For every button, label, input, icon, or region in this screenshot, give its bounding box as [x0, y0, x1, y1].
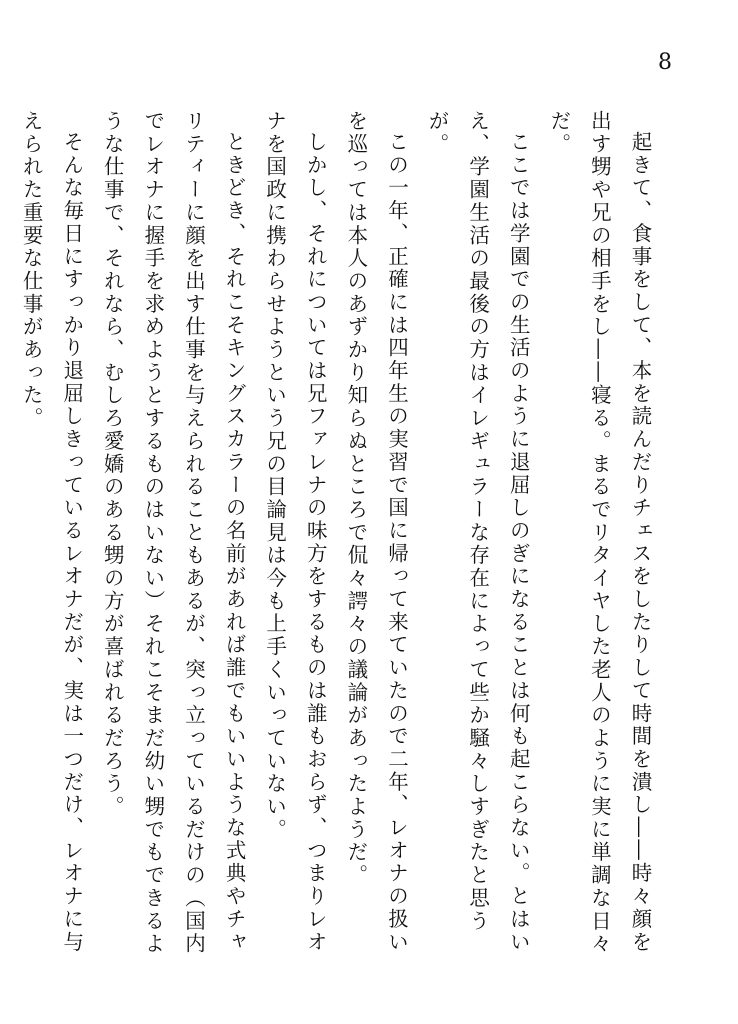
paragraph-4: しかし、それについては兄ファレナの味方をするものは誰もおらず、つまりレオナを国政に携わらせようという兄の目論見は今も上手くいっていない。 — [262, 110, 328, 954]
paragraph-2: ここでは学園での生活のように退屈しのぎになることは何も起こらない。とはいえ、学園生活の最後の方はイレギュラーな存在によって些か騒々しすぎたと思うが。 — [425, 110, 531, 954]
body-text — [11, 110, 661, 970]
page-number: 8 — [658, 50, 672, 75]
paragraph-3: この一年、正確には四年生の実習で国に帰って来ていたので二年、レオナの扱いを巡っては本人のあずかり知らぬところで侃々諤々の議論があったようだ。 — [343, 110, 409, 954]
paragraph-5: ときどき、それこそキングスカラーの名前があれば誰でもいいような式典やチャリティーに顔を出す仕事を与えられることもあるが、突っ立っているだけの（国内でレオナに握手を求めようとするものはいない）それこそまだ幼い甥でもできるような仕事で、それなら、むしろ愛嬌のある甥の方が喜ばれるだろう。 — [100, 110, 247, 956]
paragraph-1: 起きて、食事をして、本を読んだりチェスをしたりして時間を潰し――時々顔を出す甥や兄の相手をし――寝る。まるでリタイヤした老人のように実に単調な日々だ。 — [546, 110, 652, 956]
paragraph-6: そんな毎日にすっかり退屈しきっているレオナだが、実は一つだけ、レオナに与えられた重要な仕事があった。 — [19, 110, 84, 954]
